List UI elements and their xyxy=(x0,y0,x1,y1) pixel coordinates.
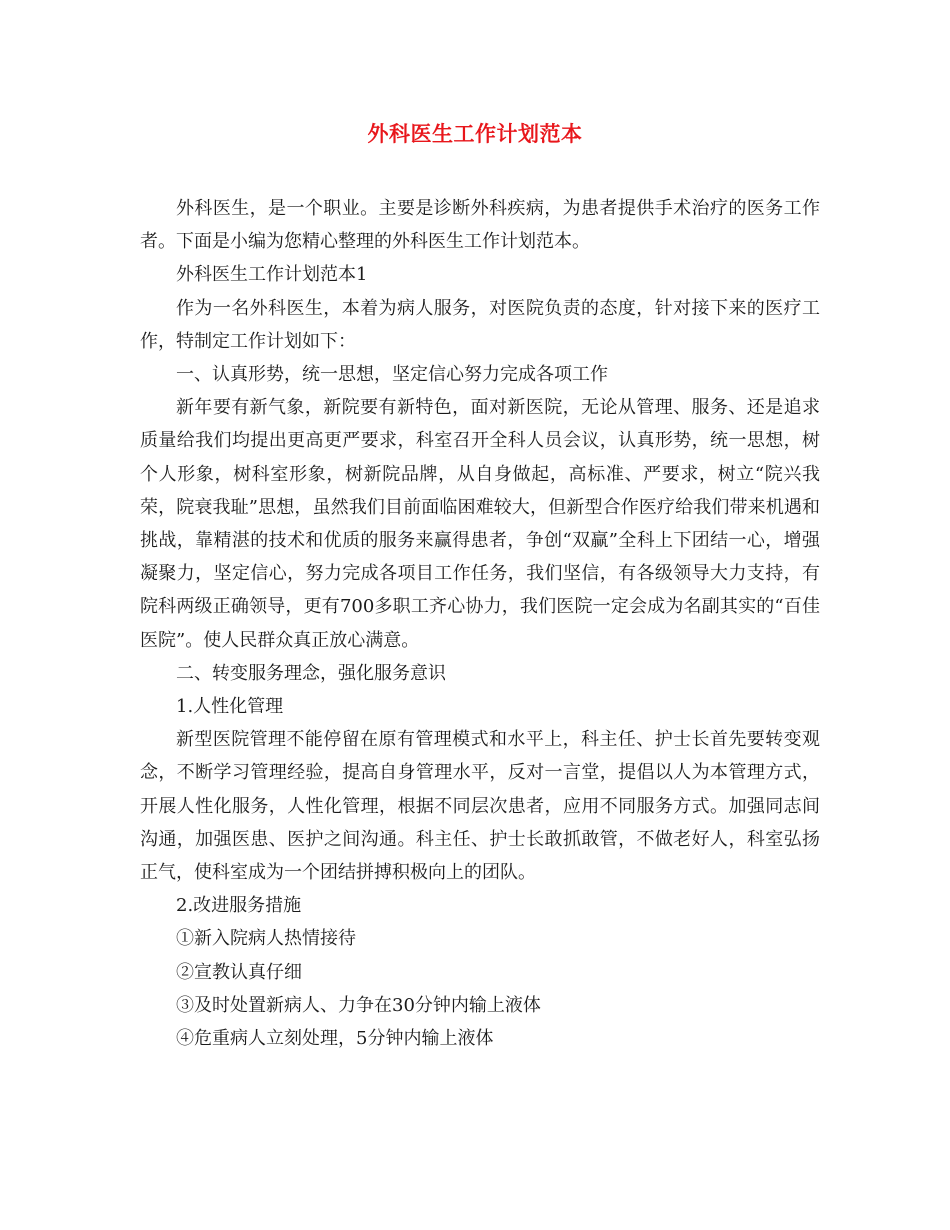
heading-part-two: 二、转变服务理念，强化服务意识 xyxy=(176,662,446,684)
subheading-humanized-management: 1.人性化管理 xyxy=(176,696,284,718)
list-item-3: ③及时处置新病人、力争在30分钟内输上液体 xyxy=(176,994,541,1016)
document-title: 外科医生工作计划范本 xyxy=(367,121,583,146)
list-item-4: ④危重病人立刻处理，5分钟内输上液体 xyxy=(176,1028,494,1050)
subheading-service-measures: 2.改进服务措施 xyxy=(176,895,302,917)
heading-part-one: 一、认真形势，统一思想，坚定信心努力完成各项工作 xyxy=(176,364,608,386)
list-item-1: ①新入院病人热情接待 xyxy=(176,928,356,950)
document-body xyxy=(140,192,820,1055)
paragraph-section-title: 外科医生工作计划范本1 xyxy=(176,264,368,286)
paragraph-preface: 作为一名外科医生，本着为病人服务，对医院负责的态度，针对接下来的医疗工作，特制定工作计划如下： xyxy=(140,297,820,352)
paragraph-part-one-body: 新年要有新气象，新院要有新特色，面对新医院，无论从管理、服务、还是追求质量给我们均提出更高更严要求，科室召开全科人员会议，认真形势，统一思想，树个人形象，树科室形象，树新院品牌，从自身做起，高标准、严要求，树立“院兴我荣，院衰我耻”思想，虽然我们目前面临困难较大，但新型合作医疗给我们带来机遇和挑战，靠精湛的技术和优质的服务来赢得患者，争创“双赢”全科上下团结一心，增强凝聚力，坚定信心，努力完成各项目工作任务，我们坚信，有各级领导大力支持，有院科两级正确领导，更有700多职工齐心协力，我们医院一定会成为名副其实的“百佳医院”。使人民群众真正放心满意。 xyxy=(140,397,820,651)
paragraph-management-body: 新型医院管理不能停留在原有管理模式和水平上，科主任、护士长首先要转变观念，不断学习管理经验，提高自身管理水平，反对一言堂，提倡以人为本管理方式，开展人性化服务，人性化管理，根据不同层次患者，应用不同服务方式。加强同志间沟通，加强医患、医护之间沟通。科主任、护士长敢抓敢管，不做老好人，科室弘扬正气，使科室成为一个团结拼搏积极向上的团队。 xyxy=(140,729,820,884)
paragraph-intro: 外科医生，是一个职业。主要是诊断外科疾病，为患者提供手术治疗的医务工作者。下面是小编为您精心整理的外科医生工作计划范本。 xyxy=(140,198,820,253)
list-item-2: ②宣教认真仔细 xyxy=(176,961,302,983)
